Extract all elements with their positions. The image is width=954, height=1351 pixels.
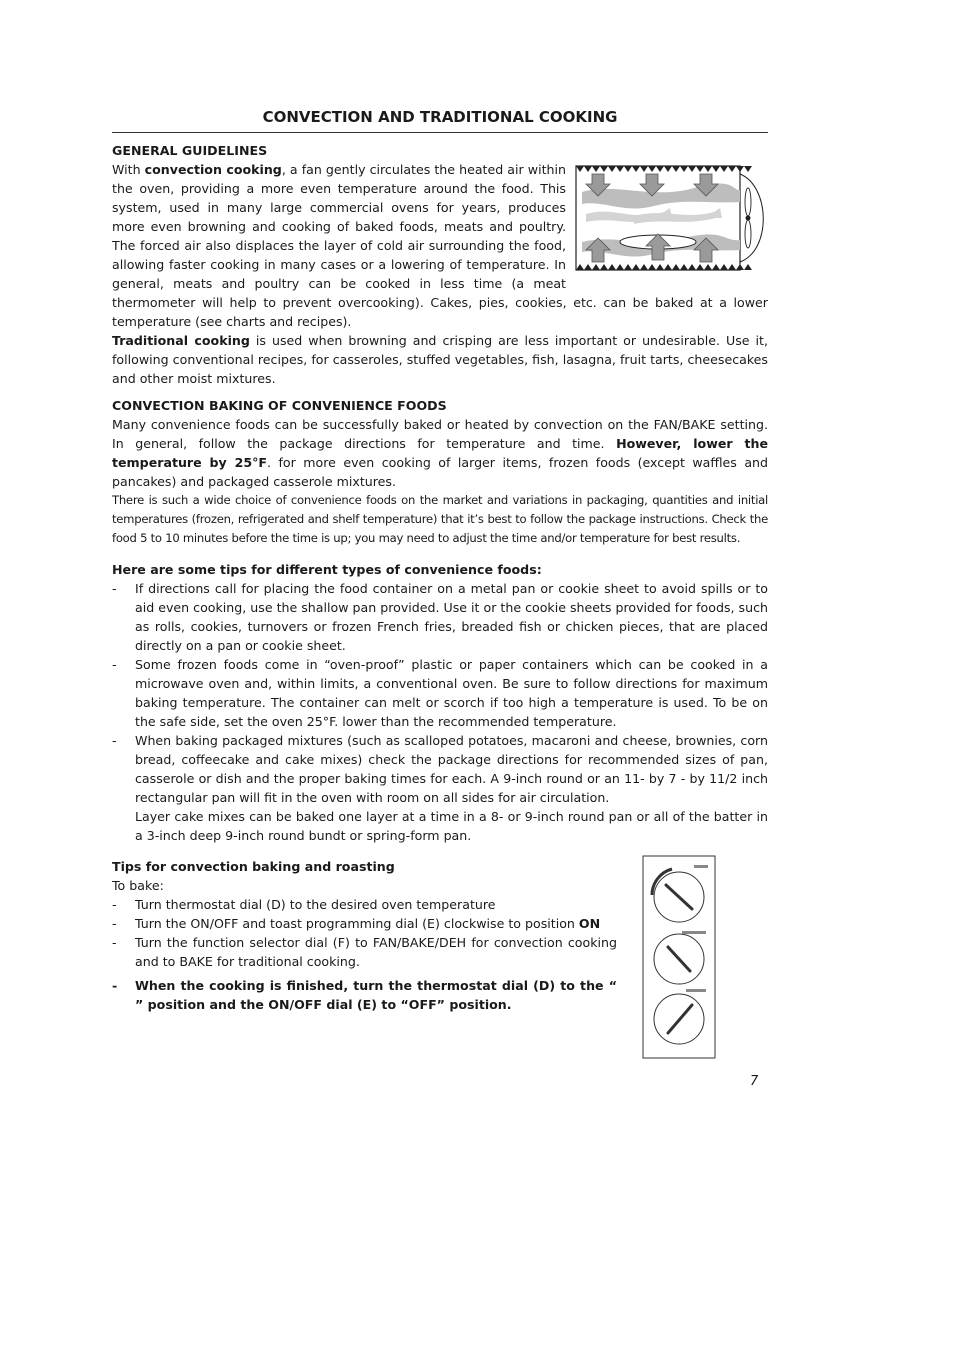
convenience-paragraph: Many convenience foods can be successfully baked or heated by convection on the FAN/BAKE setting. In general, follow the package directions for temperature and time. However, lower the temperature by 25°F. for more even cooking of larger items, frozen foods (except waffles and pancakes) and packaged casserole mixtures. xyxy=(112,417,769,489)
list-item: - Turn the function selector dial (F) to FAN/BAKE/DEH for convection cooking and to BAKE for traditional cooking. xyxy=(112,933,617,971)
oven-airflow-diagram-icon xyxy=(574,162,770,274)
list-item: - When the cooking is finished, turn the thermostat dial (D) to the “ ” position and the ON/OFF dial (E) to “OFF” position. xyxy=(112,976,617,1014)
convection-tips-heading: Tips for convection baking and roasting xyxy=(112,859,395,874)
to-bake-label: To bake: xyxy=(112,878,164,893)
layer-cake-note: Layer cake mixes can be baked one layer at a time in a 8- or 9-inch round pan or all of the batter in a 3-inch deep 9-inch round bundt or spring-form pan. xyxy=(135,809,768,843)
page-content xyxy=(112,104,768,1014)
convection-paragraph: With convection cooking, a fan gently circulates the heated air within the oven, providing a more even temperature around the food. This system, used in many large commercial ovens for years, produces more even browning and cooking of baked foods, meats and poultry. The forced air also displaces the layer of cold air surrounding the food, allowing faster cooking in many cases or a lowering of temperature. In general, meats and poultry can be cooked in less time (a meat thermometer will help to prevent overcooking). Cakes, pies, cookies, etc. can be baked at a lower temperature (see charts and recipes). xyxy=(112,162,768,329)
page-title: CONVECTION AND TRADITIONAL COOKING xyxy=(112,104,768,133)
convenience-note: There is such a wide choice of convenience foods on the market and variations in packaging, quantities and initial temperatures (frozen, refrigerated and shelf temperature) that it’s best to follow the package instructions. Check the food 5 to 10 minutes before the time is up; you may need to adjust the time and/or temperature for best results. xyxy=(112,493,768,545)
list-item: - Turn thermostat dial (D) to the desired oven temperature xyxy=(112,895,617,914)
tips-heading: Here are some tips for different types of convenience foods: xyxy=(112,562,542,577)
tips-list xyxy=(112,579,768,807)
bake-steps-list xyxy=(112,895,617,1014)
traditional-paragraph: Traditional cooking is used when browning and crisping are less important or undesirable. Use it, following conventional recipes, for casseroles, stuffed vegetables, fish, lasagna, fruit tarts, cheesecakes and other moist mixtures. xyxy=(112,333,768,386)
list-item: - If directions call for placing the food container on a metal pan or cookie sheet to avoid spills or to aid even cooking, use the shallow pan provided. Use it or the cookie sheets provided for foods, such as rolls, cookies, turnovers or frozen French fries, breaded fish or chicken pieces, that are placed directly on a pan or cookie sheet. xyxy=(112,579,768,655)
control-panel-dials-icon xyxy=(642,855,716,1059)
page-number: 7 xyxy=(750,1074,759,1089)
list-item: - Turn the ON/OFF and toast programming dial (E) clockwise to position ON xyxy=(112,914,617,933)
list-item: - When baking packaged mixtures (such as scalloped potatoes, macaroni and cheese, brownies, corn bread, coffeecake and cake mixes) check the package directions for recommended sizes of pan, casserole or dish and the proper baking times for each. A 9-inch round or an 11- by 7 - by 11/2 inch rectangular pan will fit in the oven with room on all sides for air circulation. xyxy=(112,731,768,807)
list-item: - Some frozen foods come in “oven-proof” plastic or paper containers which can be cooked in a microwave oven and, within limits, a conventional oven. Be sure to follow directions for maximum baking temperature. The container can melt or scorch if too high a temperature is used. To be on the safe side, set the oven 25°F. lower than the recommended temperature. xyxy=(112,655,768,731)
convenience-foods-heading: CONVECTION BAKING OF CONVENIENCE FOODS xyxy=(112,398,447,413)
general-guidelines-heading: GENERAL GUIDELINES xyxy=(112,143,268,158)
